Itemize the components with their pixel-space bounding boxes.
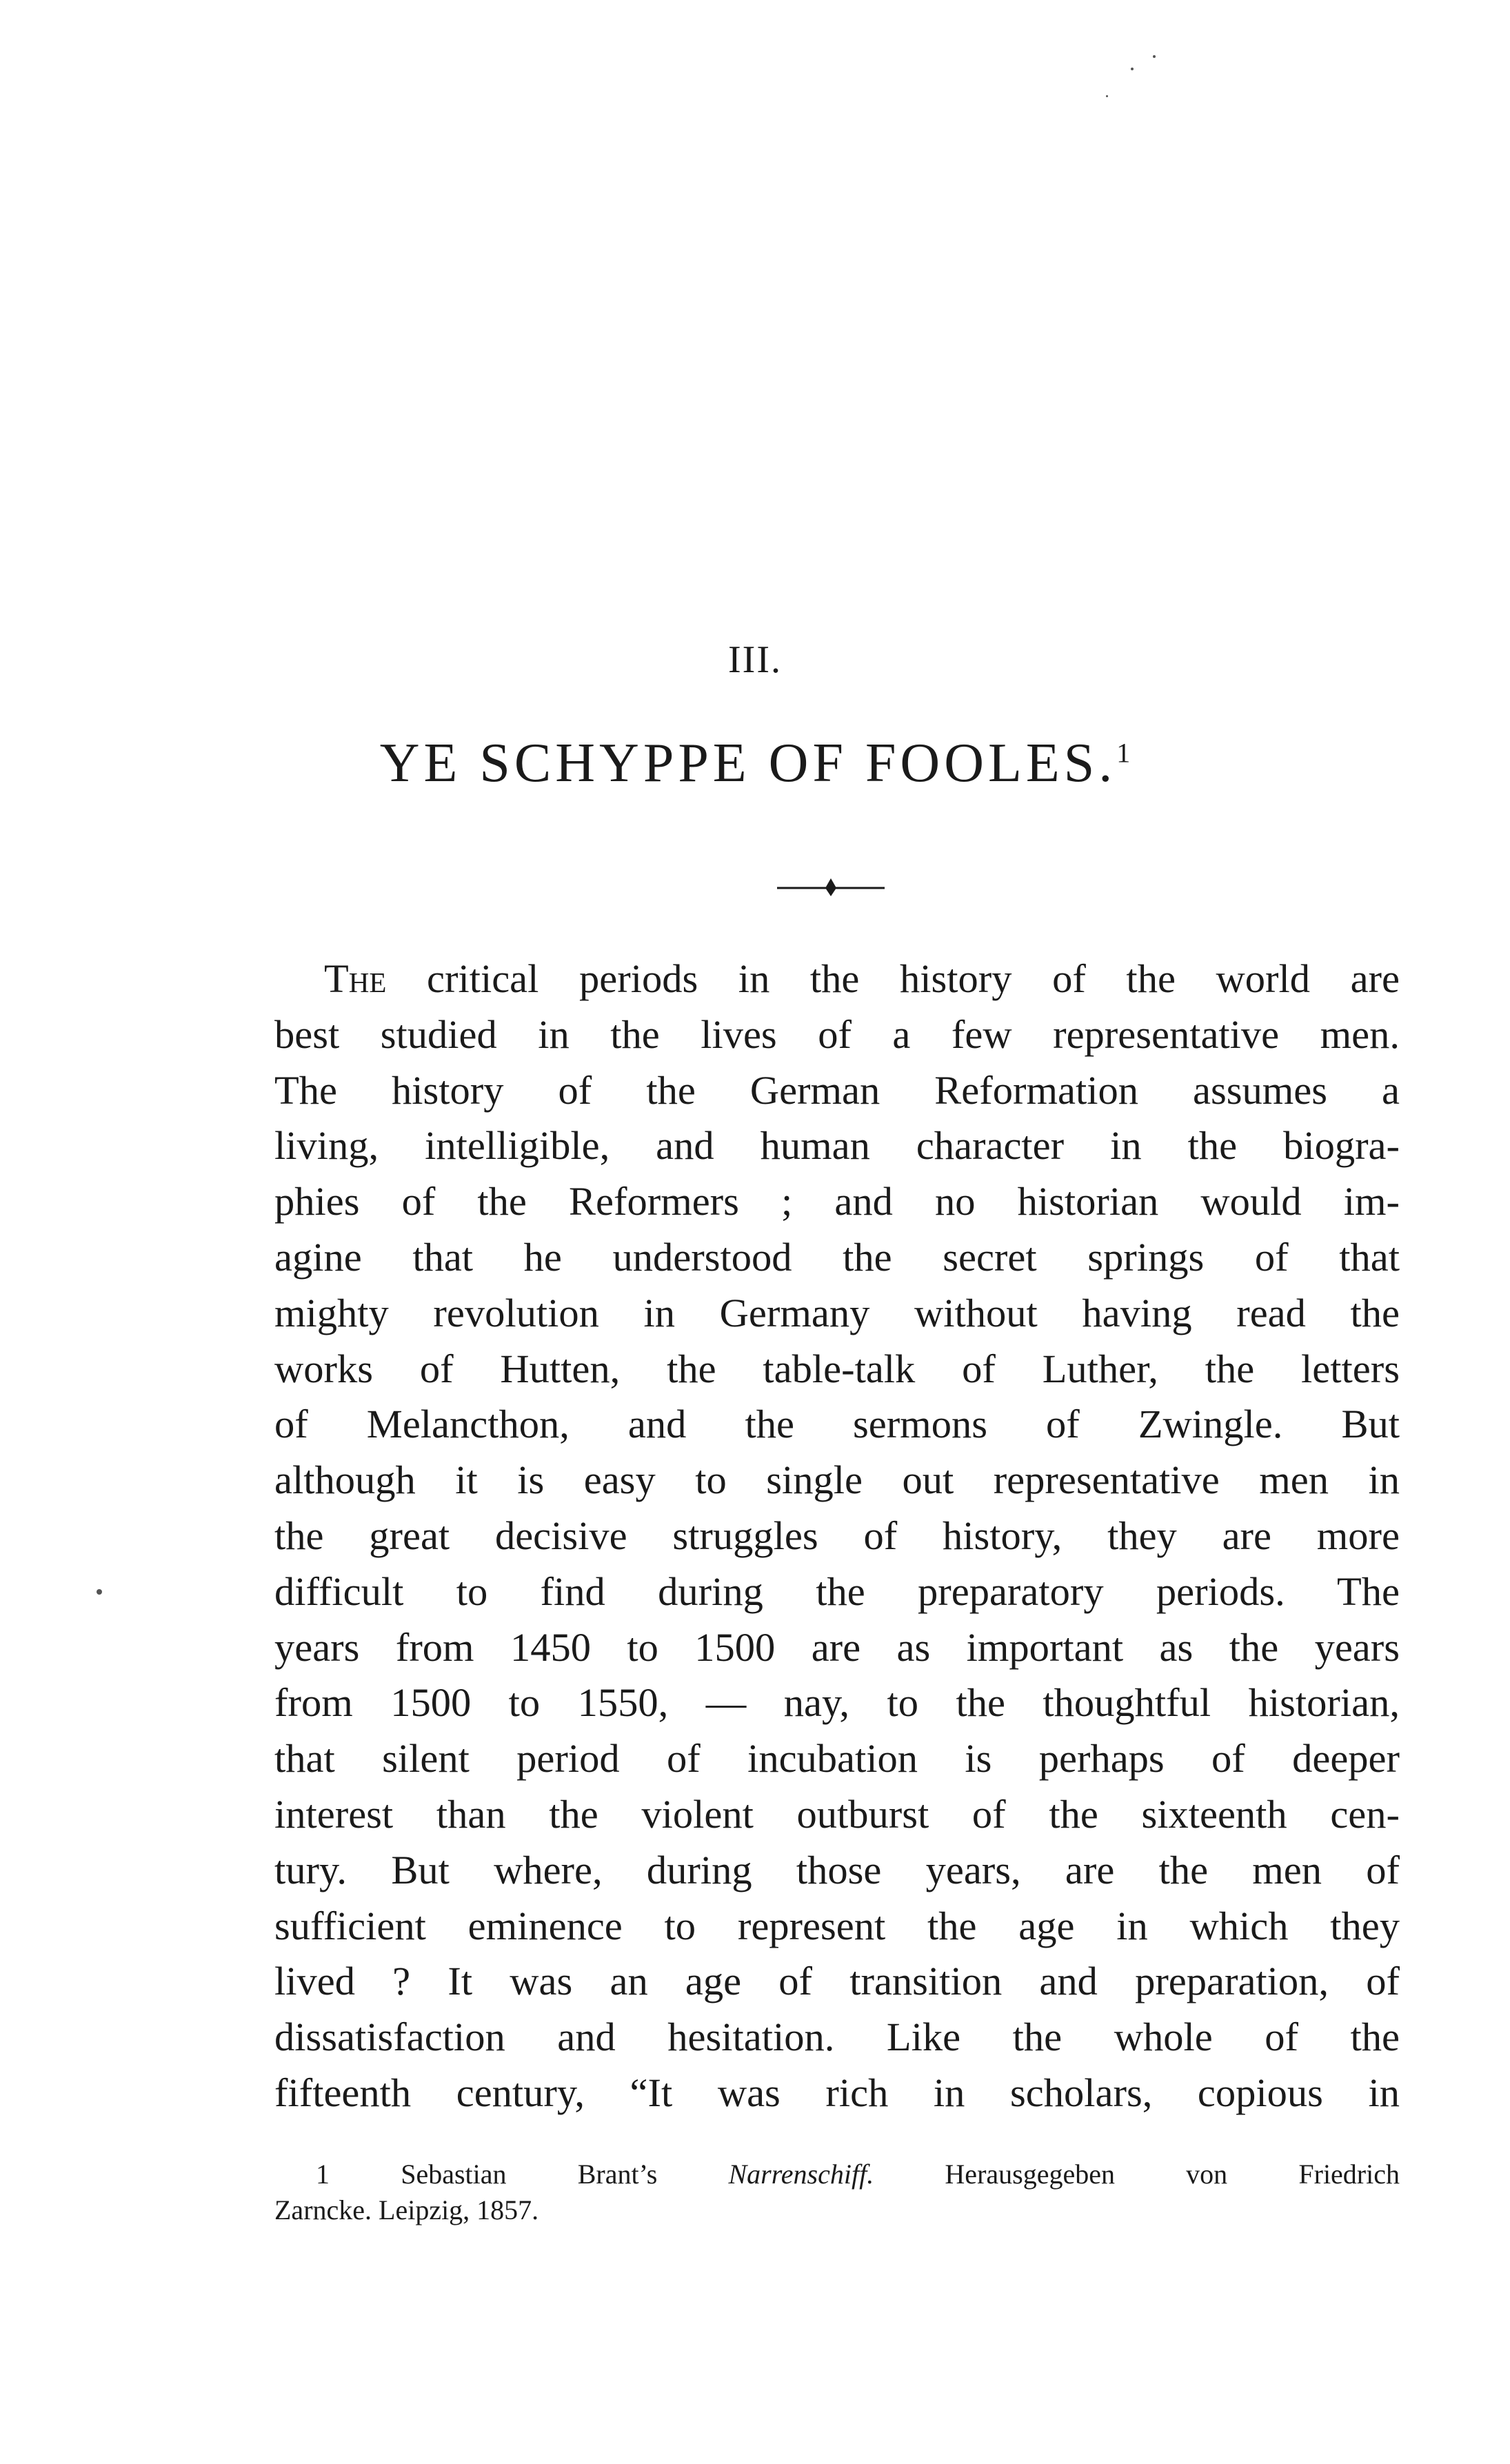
body-paragraph — [274, 951, 1400, 2121]
print-speck — [1153, 55, 1156, 58]
chapter-title — [0, 732, 1510, 795]
chapter-numeral: III. — [728, 638, 782, 681]
footnote-line-second: Zarncke. Leipzig, 1857. — [274, 2194, 539, 2225]
paragraph-line: fifteenth century, “It was rich in scholars, copious in — [274, 2070, 1400, 2115]
paragraph-line: from 1500 to 1550, — nay, to the thoughtful historian, — [274, 1680, 1400, 1726]
print-speck — [97, 1589, 102, 1595]
paragraph-line: although it is easy to single out representative men in — [274, 1457, 1400, 1503]
footnote-author: Sebastian Brant’s — [401, 2159, 658, 2190]
paragraph-line: years from 1450 to 1500 are as important as the years — [274, 1624, 1400, 1670]
paragraph-line: dissatisfaction and hesitation. Like the whole of the — [274, 2014, 1400, 2060]
footnote-publisher: Herausgegeben von Friedrich — [945, 2159, 1400, 2190]
paragraph-line: works of Hutten, the table-talk of Luther, the letters — [274, 1346, 1400, 1391]
first-line-text: critical periods in the history of the world are — [427, 956, 1400, 1001]
chapter-title-text: YE SCHYPPE OF FOOLES. — [379, 733, 1117, 794]
divider-ornament-icon — [776, 874, 886, 899]
footnote — [274, 2157, 1400, 2228]
paragraph-line: interest than the violent outburst of the sixteenth cen- — [274, 1791, 1400, 1837]
paragraph-line-first — [274, 951, 1400, 1007]
paragraph-line: phies of the Reformers ; and no historian would im- — [274, 1179, 1400, 1224]
paragraph-line: sufficient eminence to represent the age in which they — [274, 1903, 1400, 1948]
paragraph-line: living, intelligible, and human character in the biogra- — [274, 1123, 1400, 1169]
paragraph-line: mighty revolution in Germany without having read the — [274, 1290, 1400, 1335]
title-footnote-mark: 1 — [1116, 737, 1131, 769]
opening-word: The — [324, 956, 387, 1001]
footnote-marker: 1 — [316, 2159, 330, 2190]
paragraph-line: lived ? It was an age of transition and preparation, of — [274, 1959, 1400, 2004]
paragraph-line: the great decisive struggles of history, they are more — [274, 1513, 1400, 1558]
paragraph-line: agine that he understood the secret springs of that — [274, 1234, 1400, 1280]
paragraph-line: difficult to find during the preparatory periods. The — [274, 1568, 1400, 1614]
paragraph-line: best studied in the lives of a few representative men. — [274, 1011, 1400, 1057]
paragraph-line: of Melancthon, and the sermons of Zwingle. But — [274, 1402, 1400, 1447]
print-speck — [1106, 95, 1108, 97]
footnote-line-first — [274, 2157, 1400, 2192]
paragraph-line: The history of the German Reformation assumes a — [274, 1067, 1400, 1113]
footnote-work-title: Narrenschiff. — [728, 2159, 874, 2190]
paragraph-line: that silent period of incubation is perhaps of deeper — [274, 1736, 1400, 1781]
print-speck — [1131, 68, 1134, 70]
paragraph-line: tury. But where, during those years, are the men of — [274, 1847, 1400, 1892]
